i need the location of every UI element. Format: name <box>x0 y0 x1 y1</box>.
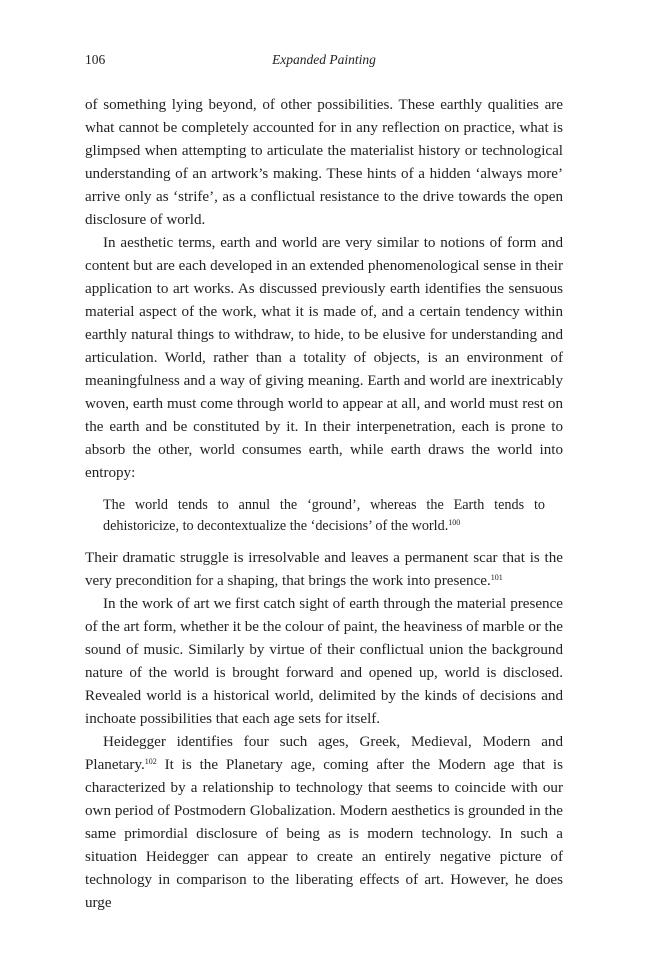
book-page <box>85 0 563 975</box>
paragraph-3 <box>85 547 563 593</box>
paragraph-5 <box>85 731 563 915</box>
block-quote <box>103 495 545 537</box>
running-title: Expanded Painting <box>272 52 376 67</box>
paragraph-5-text-b: It is the Planetary age, coming after the Modern age that is characterized by a relationship to technology that seems to coincide with our own period of Postmodern Globalization. Modern aesthetics is grounded in the same primordial disclosure of being as is modern technology. In such a situation Heidegger can appear to create an entirely negative picture of technology in comparison to the liberating effects of art. However, he does urge <box>85 757 563 911</box>
footnote-ref-100: 100 <box>448 518 461 527</box>
paragraph-2: In aesthetic terms, earth and world are very similar to notions of form and content but are each developed in an extended phenomenological sense in their application to art works. As discussed previously earth identifies the sensuous material aspect of the work, what it is made of, and a certain tendency within earthly natural things to withdraw, to hide, to be elusive for understanding and articulation. World, rather than a totality of objects, is an environment of meaningfulness and a way of giving meaning. Earth and world are inextricably woven, earth must come through world to appear at all, and world must rest on the earth and be constituted by it. In their interpenetration, each is prone to absorb the other, world consumes earth, while earth draws the world into entropy: <box>85 235 563 481</box>
paragraph-3-text: Their dramatic struggle is irresolvable and leaves a permanent scar that is the very precondition for a shaping, that brings the work into presence. <box>85 550 563 589</box>
paragraph-4: In the work of art we first catch sight of earth through the material presence of the art form, whether it be the colour of paint, the heaviness of marble or the sound of music. Similarly by virtue of their conflictual union the background nature of the world is brought forward and opened up, world is disclosed. Revealed world is a historical world, delimited by the kinds of decisions and inchoate possibilities that each age sets for itself. <box>85 596 563 727</box>
running-header <box>85 52 563 72</box>
footnote-ref-101: 101 <box>490 573 503 582</box>
footnote-ref-102: 102 <box>144 757 157 766</box>
paragraph-5-text-a: Heidegger identifies four such ages, Greek, Medieval, Modern and Planetary. <box>85 734 563 773</box>
block-quote-text: The world tends to annul the ‘ground’, whereas the Earth tends to dehistoricize, to decontextualize the ‘decisions’ of the world. <box>103 497 545 534</box>
paragraph-1: of something lying beyond, of other possibilities. These earthly qualities are what cannot be completely accounted for in any reflection on practice, what is glimpsed when attempting to articulate the materialist history or technological understanding of an artwork’s making. These hints of a hidden ‘always more’ arrive only as ‘strife’, as a conflictual resistance to the drive towards the open disclosure of world. <box>85 97 563 228</box>
body-text <box>85 94 563 915</box>
page-number: 106 <box>85 52 106 67</box>
